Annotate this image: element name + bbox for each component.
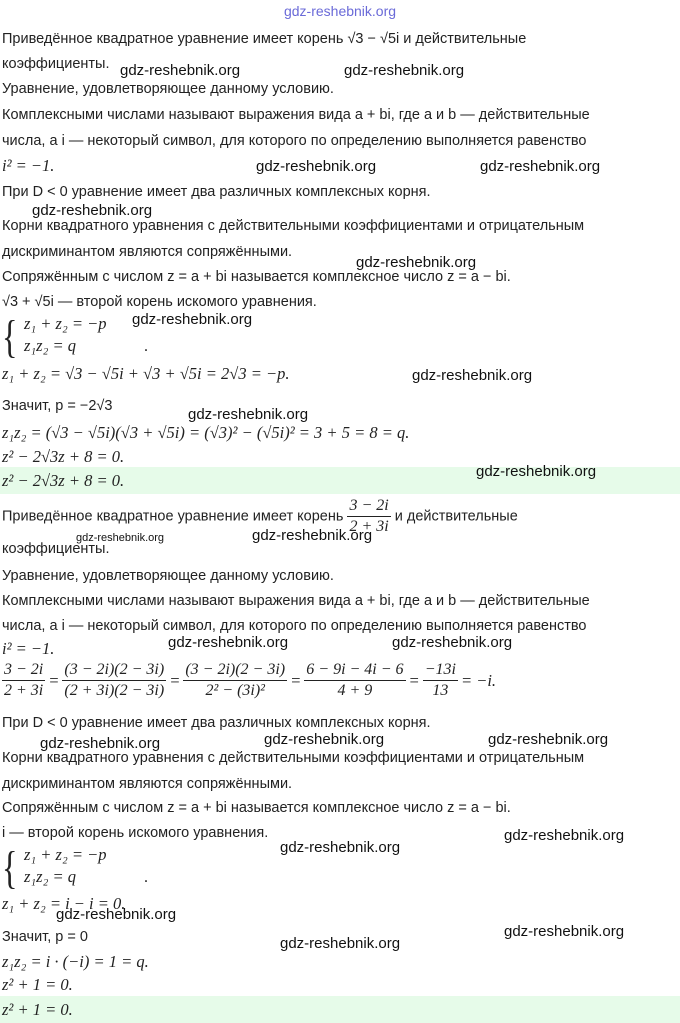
p1-p-value: Значит, p = −2√3 [2,398,113,414]
p2-i-squared: i² = −1. [2,639,55,658]
watermark: gdz-reshebnik.org [280,839,401,856]
p2-discriminant-note: При D < 0 уравнение имеет два различных комплексных корня. [2,715,431,731]
p1-conjugate-note-line1: Корни квадратного уравнения с действительными коэффициентами и отрицательным [2,218,585,234]
calc-fraction-5 [423,660,458,701]
p1-second-root: √3 + √5i — второй корень искомого уравнения. [2,294,317,310]
calc-f4-den: 4 + 9 [337,682,373,699]
watermark: gdz-reshebnik.org [188,406,309,423]
p2-root-simplification [2,660,499,701]
p2-complex-def-line2: числа, а i — некоторый символ, для которого по определению выполняется равенство [2,618,587,634]
p1-answer: z² − 2√3z + 8 = 0. [2,471,125,490]
calc-f3-num: (3 − 2i)(2 − 3i) [183,660,287,681]
calc-f2-num: (3 − 2i)(2 − 3i) [62,660,166,681]
p1-system-dot: . [144,338,148,355]
p1-i-squared: i² = −1. [2,156,55,175]
equals-sign: = [48,670,60,690]
watermark: gdz-reshebnik.org [504,923,625,940]
calc-f3-den: 2² − (3i)² [205,682,265,699]
calc-f5-num: −13i [423,660,458,681]
p2-complex-def-line1: Комплексными числами называют выражения вида a + bi, где a и b — действительные [2,593,590,609]
watermark: gdz-reshebnik.org [412,367,533,384]
calc-fraction-2 [62,660,166,701]
watermark: gdz-reshebnik.org [480,158,601,175]
brace-icon: { [2,842,18,893]
p2-condition: Уравнение, удовлетворяющее данному условию. [2,568,334,584]
p2-statement-tail: и действительные [394,508,518,525]
equals-sign: = [169,670,181,690]
watermark: gdz-reshebnik.org [132,311,253,328]
watermark: gdz-reshebnik.org [256,158,377,175]
p2-p-value: Значит, p = 0 [2,929,88,945]
equals-sign: = [408,670,420,690]
watermark: gdz-reshebnik.org [120,62,241,79]
p1-product-roots: z₁z₂ = (√3 − √5i)(√3 + √5i) = (√3)² − (√5i)² = 3 + 5 = 8 = q. [2,423,410,442]
brace-icon: { [2,311,18,362]
watermark: gdz-reshebnik.org [40,735,161,752]
p1-conjugate-note-line2: дискриминантом являются сопряжёнными. [2,244,293,260]
p1-system-eq1: z₁ + z₂ = −p [24,314,107,333]
watermark: gdz-reshebnik.org [476,463,597,480]
p2-system-eq2: z₁z₂ = q [24,867,76,886]
equals-sign: = [290,670,302,690]
p1-conjugate-def: Сопряжённым с числом z = a + bi называется комплексное число z = a − bi. [2,269,511,285]
p1-discriminant-note: При D < 0 уравнение имеет два различных комплексных корня. [2,184,431,200]
p2-system-eq1: z₁ + z₂ = −p [24,845,107,864]
p1-system-eq2: z₁z₂ = q [24,336,76,355]
watermark: gdz-reshebnik.org [252,527,373,544]
watermark: gdz-reshebnik.org [76,532,165,544]
calc-fraction-4 [304,660,405,701]
p2-sum-roots: z₁ + z₂ = i − i = 0. [2,894,126,913]
p2-conjugate-note-line1: Корни квадратного уравнения с действительными коэффициентами и отрицательным [2,750,585,766]
p1-complex-def-line2: числа, а i — некоторый символ, для которого по определению выполняется равенство [2,133,587,149]
p2-root-den: 2 + 3i [349,518,389,535]
calc-f4-num: 6 − 9i − 4i − 6 [304,660,405,681]
calc-f2-den: (2 + 3i)(2 − 3i) [64,682,165,699]
p1-sum-roots: z₁ + z₂ = √3 − √5i + √3 + √5i = 2√3 = −p. [2,364,290,383]
calc-f1-num: 3 − 2i [2,660,45,681]
p1-condition: Уравнение, удовлетворяющее данному условию. [2,81,334,97]
p1-complex-def-line1: Комплексными числами называют выражения вида a + bi, где a и b — действительные [2,107,590,123]
p2-conjugate-def: Сопряжённым с числом z = a + bi называется комплексное число z = a − bi. [2,800,511,816]
p1-statement-line1: Приведённое квадратное уравнение имеет корень √3 − √5i и действительные [2,31,527,47]
watermark: gdz-reshebnik.org [488,731,609,748]
watermark: gdz-reshebnik.org [168,634,289,651]
watermark: gdz-reshebnik.org [280,935,401,952]
p1-equation: z² − 2√3z + 8 = 0. [2,447,125,466]
watermark: gdz-reshebnik.org [356,254,477,271]
watermark: gdz-reshebnik.org [344,62,465,79]
p2-answer: z² + 1 = 0. [2,1000,73,1019]
p2-second-root: i — второй корень искомого уравнения. [2,825,269,841]
p2-root-num: 3 − 2i [347,496,390,517]
calc-f5-den: 13 [432,682,449,699]
p2-product-roots: z₁z₂ = i · (−i) = 1 = q. [2,952,149,971]
watermark: gdz-reshebnik.org [504,827,625,844]
p2-conjugate-note-line2: дискриминантом являются сопряжёнными. [2,776,293,792]
calc-f1-den: 2 + 3i [4,682,44,699]
watermark: gdz-reshebnik.org [264,731,385,748]
watermark: gdz-reshebnik.org [56,906,177,923]
watermark: gdz-reshebnik.org [392,634,513,651]
watermark: gdz-reshebnik.org [32,202,153,219]
p2-vieta-system [2,842,202,893]
p1-statement-line2: коэффициенты. [2,56,110,72]
p2-statement-text: Приведённое квадратное уравнение имеет корень [2,508,344,525]
calc-fraction-3 [183,660,287,701]
site-header[interactable]: gdz-reshebnik.org [283,3,397,19]
calc-result: = −i. [460,670,497,690]
p2-statement-line2: коэффициенты. [2,541,110,557]
p2-equation: z² + 1 = 0. [2,975,73,994]
p2-system-dot: . [144,869,148,886]
calc-fraction-1 [2,660,45,701]
